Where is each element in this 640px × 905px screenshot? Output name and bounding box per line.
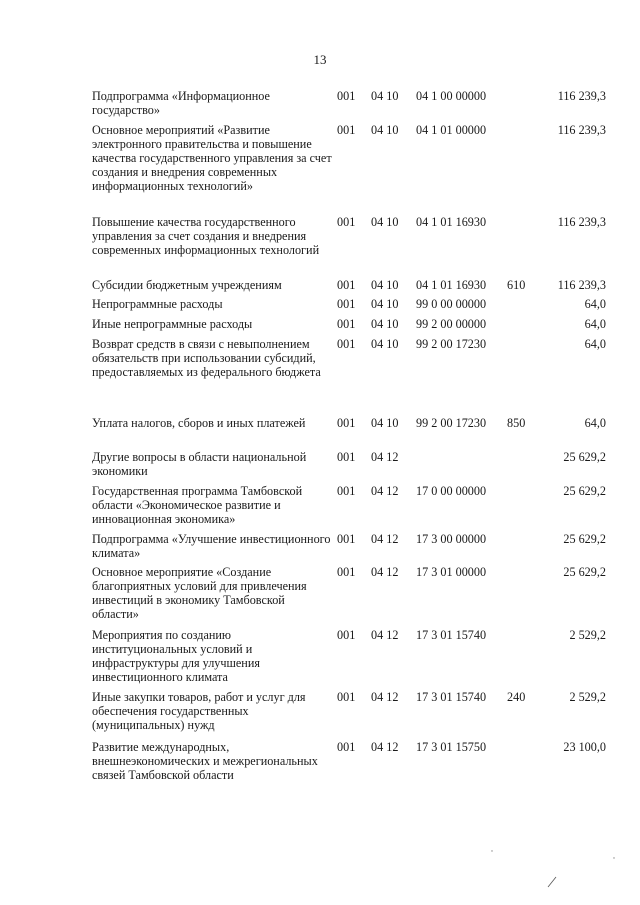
- row-vid: 240: [507, 690, 526, 704]
- row-razdel: 04 12: [371, 484, 399, 498]
- row-vedom: 001: [337, 416, 356, 430]
- row-sum: 116 239,3: [557, 278, 606, 292]
- row-sum: 116 239,3: [557, 89, 606, 103]
- row-program: 17 3 01 00000: [416, 565, 487, 579]
- row-sum: 23 100,0: [563, 740, 606, 754]
- row-sum: 25 629,2: [563, 565, 606, 579]
- row-name: Иные закупки товаров, работ и услуг для обеспечения государственных (муниципальных) нужд: [92, 690, 306, 732]
- row-razdel: 04 10: [371, 297, 399, 311]
- row-vid: 610: [507, 278, 526, 292]
- row-program: 99 2 00 00000: [416, 317, 487, 331]
- row-vedom: 001: [337, 337, 356, 351]
- row-name: Субсидии бюджетным учреждениям: [92, 278, 282, 292]
- row-vedom: 001: [337, 317, 356, 331]
- row-program: 17 0 00 00000: [416, 484, 487, 498]
- row-sum: 64,0: [584, 297, 606, 311]
- row-razdel: 04 10: [371, 123, 399, 137]
- scan-speck: [491, 850, 492, 851]
- row-program: 17 3 01 15740: [416, 628, 487, 642]
- row-sum: 25 629,2: [563, 484, 606, 498]
- row-name: Иные непрограммные расходы: [92, 317, 253, 331]
- row-name: Другие вопросы в области национальной экономики: [92, 450, 307, 478]
- row-name: Уплата налогов, сборов и иных платежей: [92, 416, 306, 430]
- row-name: Повышение качества государственного управления за счет создания и внедрения современных информационных технологий: [92, 215, 320, 257]
- row-vedom: 001: [337, 297, 356, 311]
- row-vid: 850: [507, 416, 526, 430]
- row-name: Непрограммные расходы: [92, 297, 223, 311]
- row-sum: 2 529,2: [569, 690, 606, 704]
- row-name: Подпрограмма «Информационное государство»: [92, 89, 270, 117]
- row-program: 17 3 01 15740: [416, 690, 487, 704]
- row-vedom: 001: [337, 278, 356, 292]
- row-sum: 116 239,3: [557, 123, 606, 137]
- row-vedom: 001: [337, 740, 356, 754]
- row-razdel: 04 10: [371, 215, 399, 229]
- row-sum: 25 629,2: [563, 532, 606, 546]
- page-number: 13: [313, 52, 327, 67]
- row-razdel: 04 12: [371, 740, 399, 754]
- row-razdel: 04 10: [371, 89, 399, 103]
- row-name: Основное мероприятий «Развитие электронного правительства и повышение качества государственного управления за счет создания и внедрения современных информационных технологий»: [92, 123, 332, 193]
- row-sum: 64,0: [584, 337, 606, 351]
- row-razdel: 04 10: [371, 317, 399, 331]
- row-vedom: 001: [337, 532, 356, 546]
- row-vedom: 001: [337, 450, 356, 464]
- row-name: Государственная программа Тамбовской области «Экономическое развитие и инновационная экономика»: [92, 484, 303, 526]
- row-vedom: 001: [337, 690, 356, 704]
- row-program: 04 1 00 00000: [416, 89, 487, 103]
- pen-stroke-mark: [548, 877, 556, 887]
- row-program: 17 3 00 00000: [416, 532, 487, 546]
- row-vedom: 001: [337, 628, 356, 642]
- row-sum: 116 239,3: [557, 215, 606, 229]
- row-razdel: 04 10: [371, 278, 399, 292]
- row-name: Подпрограмма «Улучшение инвестиционного климата»: [92, 532, 331, 560]
- row-razdel: 04 12: [371, 628, 399, 642]
- row-program: 99 0 00 00000: [416, 297, 487, 311]
- row-razdel: 04 12: [371, 565, 399, 579]
- row-program: 04 1 01 00000: [416, 123, 487, 137]
- scan-speck: [613, 857, 614, 858]
- row-program: 04 1 01 16930: [416, 278, 487, 292]
- row-vedom: 001: [337, 565, 356, 579]
- row-name: Основное мероприятие «Создание благоприятных условий для привлечения инвестиций в экономику Тамбовской области»: [92, 565, 307, 621]
- row-razdel: 04 12: [371, 532, 399, 546]
- row-name: Развитие международных, внешнеэкономических и межрегиональных связей Тамбовской области: [92, 740, 318, 782]
- row-name: Мероприятия по созданию институциональных условий и инфраструктуры для улучшения инвестиционного климата: [92, 628, 260, 684]
- row-razdel: 04 10: [371, 416, 399, 430]
- row-sum: 64,0: [584, 416, 606, 430]
- row-razdel: 04 12: [371, 690, 399, 704]
- row-razdel: 04 10: [371, 337, 399, 351]
- row-sum: 64,0: [584, 317, 606, 331]
- row-vedom: 001: [337, 484, 356, 498]
- row-name: Возврат средств в связи с невыполнением обязательств при использовании субсидий, предоставляемых из федерального бюджета: [92, 337, 321, 379]
- row-razdel: 04 12: [371, 450, 399, 464]
- row-vedom: 001: [337, 215, 356, 229]
- row-program: 17 3 01 15750: [416, 740, 487, 754]
- row-sum: 25 629,2: [563, 450, 606, 464]
- row-program: 04 1 01 16930: [416, 215, 487, 229]
- row-vedom: 001: [337, 89, 356, 103]
- row-sum: 2 529,2: [569, 628, 606, 642]
- row-program: 99 2 00 17230: [416, 337, 487, 351]
- row-program: 99 2 00 17230: [416, 416, 487, 430]
- row-vedom: 001: [337, 123, 356, 137]
